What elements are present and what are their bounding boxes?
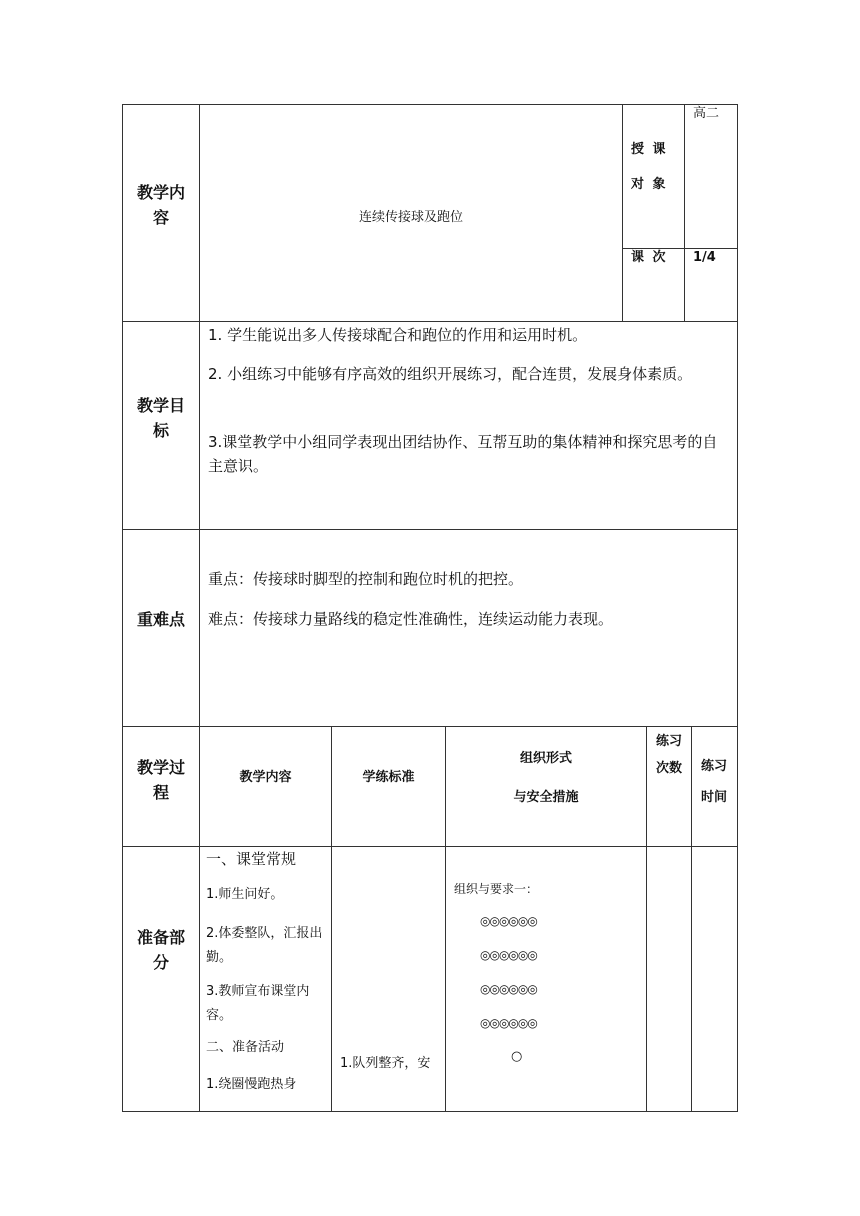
formation-row-3: ◎◎◎◎◎◎ — [480, 982, 537, 996]
prep-standard: 1.队列整齐，安 — [340, 1056, 431, 1071]
prep-item-3: 3.教师宣布课堂内容。 — [206, 984, 310, 1023]
col-header-standard: 学练标准 — [362, 770, 415, 785]
process-col-divider-3 — [646, 726, 647, 1112]
label-teaching-content: 教学内容 — [136, 183, 185, 227]
label-audience-line2: 对 象 — [631, 177, 668, 192]
col-header-content: 教学内容 — [239, 770, 292, 785]
label-key-points: 重难点 — [136, 610, 185, 629]
objective-1: 1. 学生能说出多人传接球配合和跑位的作用和运用时机。 — [208, 326, 588, 344]
difficulty-point: 难点：传接球力量路线的稳定性准确性，连续运动能力表现。 — [208, 610, 614, 628]
col-header-times: 练习次数 — [655, 734, 682, 776]
formation-row-1: ◎◎◎◎◎◎ — [480, 914, 537, 928]
label-objectives: 教学目标 — [136, 396, 185, 440]
formation-row-2: ◎◎◎◎◎◎ — [480, 948, 537, 962]
lesson-topic: 连续传接球及跑位 — [358, 210, 463, 225]
col-header-duration: 练习时间 — [700, 759, 727, 805]
prep-item-4: 1.绕圈慢跑热身 — [206, 1077, 297, 1092]
label-prep-section: 准备部分 — [136, 928, 185, 972]
org-title: 组织与要求一： — [454, 882, 539, 896]
objective-2: 2. 小组练习中能够有序高效的组织开展练习，配合连贯，发展身体素质。 — [208, 365, 693, 383]
table-border-right — [737, 104, 738, 1112]
label-lesson-number: 课 次 — [631, 250, 668, 265]
prep-title-routine: 一、课堂常规 — [206, 850, 297, 868]
audience-value: 高二 — [693, 106, 720, 121]
col-header-org-line1: 组织形式 — [519, 751, 572, 766]
table-divider-objectives — [122, 321, 738, 322]
process-col-divider-2 — [445, 726, 446, 1112]
table-divider-lesson — [622, 248, 738, 249]
label-teaching-process: 教学过程 — [136, 758, 185, 802]
process-col-divider-4 — [691, 726, 692, 1112]
lesson-number-value: 1/4 — [693, 250, 716, 265]
label-audience-line1: 授 课 — [631, 142, 668, 157]
col-header-org-line2: 与安全措施 — [513, 790, 579, 805]
prep-item-1: 1.师生问好。 — [206, 887, 284, 902]
prep-title-warmup: 二、准备活动 — [206, 1040, 285, 1055]
teacher-position-marker: ○ — [511, 1049, 523, 1064]
formation-row-4: ◎◎◎◎◎◎ — [480, 1016, 537, 1030]
objective-3: 3.课堂教学中小组同学表现出团结协作、互帮互助的集体精神和探究思考的自主意识。 — [208, 433, 718, 475]
table-divider-keypoints — [122, 529, 738, 530]
key-point: 重点：传接球时脚型的控制和跑位时机的把控。 — [208, 570, 524, 588]
table-border-top — [122, 104, 738, 105]
prep-item-2: 2.体委整队，汇报出勤。 — [206, 926, 323, 965]
table-border-left — [122, 104, 123, 1112]
header-col-divider-1 — [622, 104, 623, 322]
header-col-divider-2 — [684, 104, 685, 322]
table-label-divider — [199, 104, 200, 1112]
